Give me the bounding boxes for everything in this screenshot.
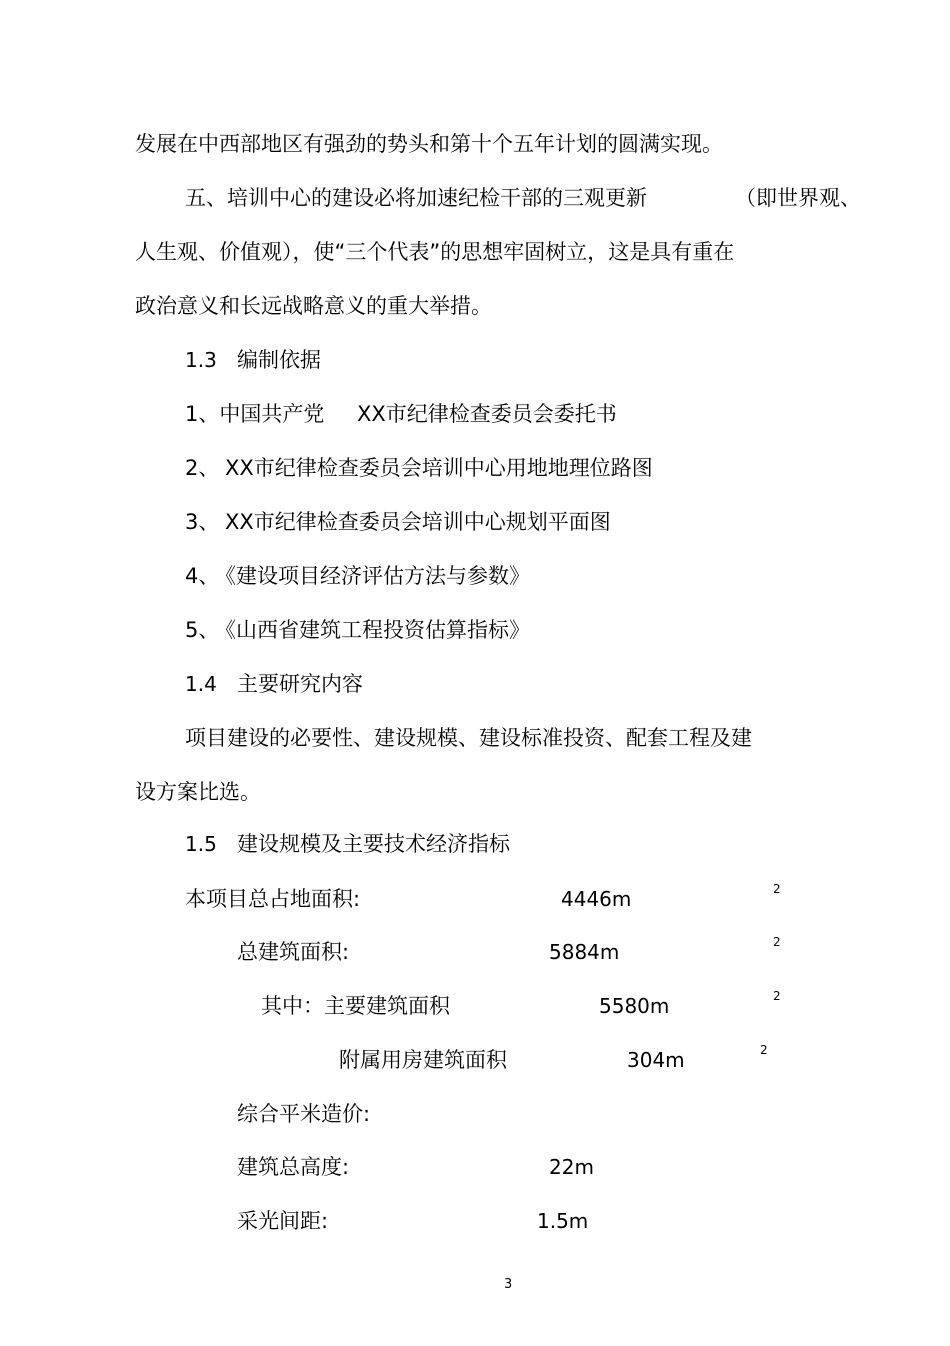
indicator-label: 附属用房建筑面积 (339, 1048, 507, 1072)
indicator-unit-superscript: 2 (773, 935, 781, 949)
paragraph-line: 设方案比选。 (135, 780, 261, 804)
indicator-label: 其中：主要建筑面积 (261, 994, 450, 1018)
paragraph-line: （即世界观、 (735, 186, 861, 210)
paragraph-line: 发展在中西部地区有强劲的势头和第十个五年计划的圆满实现。 (135, 132, 723, 156)
indicator-value: 22m (549, 1155, 594, 1179)
list-item-text: 《山西省建筑工程投资估算指标》 (215, 618, 530, 642)
section-number: 1.5 (185, 832, 217, 856)
indicator-unit-superscript: 2 (773, 882, 781, 896)
list-item-text: XX市纪律检查委员会委托书 (357, 402, 617, 426)
list-item-prefix: 4、 (185, 564, 220, 588)
list-item-prefix: 5、 (185, 618, 220, 642)
list-item-prefix: 3、 (185, 510, 220, 534)
list-item-text: XX市纪律检查委员会培训中心用地地理位路图 (225, 456, 653, 480)
indicator-unit-superscript: 2 (773, 989, 781, 1003)
page-number: 3 (504, 1277, 513, 1292)
paragraph-line: 五、培训中心的建设必将加速纪检干部的三观更新 (185, 186, 647, 210)
indicator-value: 1.5m (537, 1209, 589, 1233)
indicator-label: 本项目总占地面积: (185, 887, 361, 911)
section-number: 1.4 (185, 672, 217, 696)
indicator-value: 4446m (561, 887, 632, 911)
paragraph-line: 政治意义和长远战略意义的重大举措。 (135, 294, 492, 318)
indicator-label: 建筑总高度: (237, 1155, 350, 1179)
list-item-prefix: 1、中国共产党 (185, 402, 325, 426)
indicator-label: 总建筑面积: (237, 940, 350, 964)
indicator-label: 采光间距: (237, 1209, 329, 1233)
indicator-value: 5884m (549, 940, 620, 964)
list-item-text: XX市纪律检查委员会培训中心规划平面图 (225, 510, 611, 534)
section-title: 编制依据 (237, 348, 321, 372)
indicator-unit-superscript: 2 (760, 1043, 768, 1057)
section-title: 主要研究内容 (237, 672, 363, 696)
paragraph-line: 人生观、价值观），使“三个代表”的思想牢固树立，这是具有重在 (135, 240, 735, 264)
section-title: 建设规模及主要技术经济指标 (237, 832, 510, 856)
list-item-prefix: 2、 (185, 456, 220, 480)
section-number: 1.3 (185, 348, 217, 372)
indicator-label: 综合平米造价: (237, 1102, 371, 1126)
indicator-value: 304m (627, 1048, 685, 1072)
indicator-value: 5580m (599, 994, 670, 1018)
paragraph-line: 项目建设的必要性、建设规模、建设标准投资、配套工程及建 (185, 726, 752, 750)
list-item-text: 《建设项目经济评估方法与参数》 (215, 564, 530, 588)
